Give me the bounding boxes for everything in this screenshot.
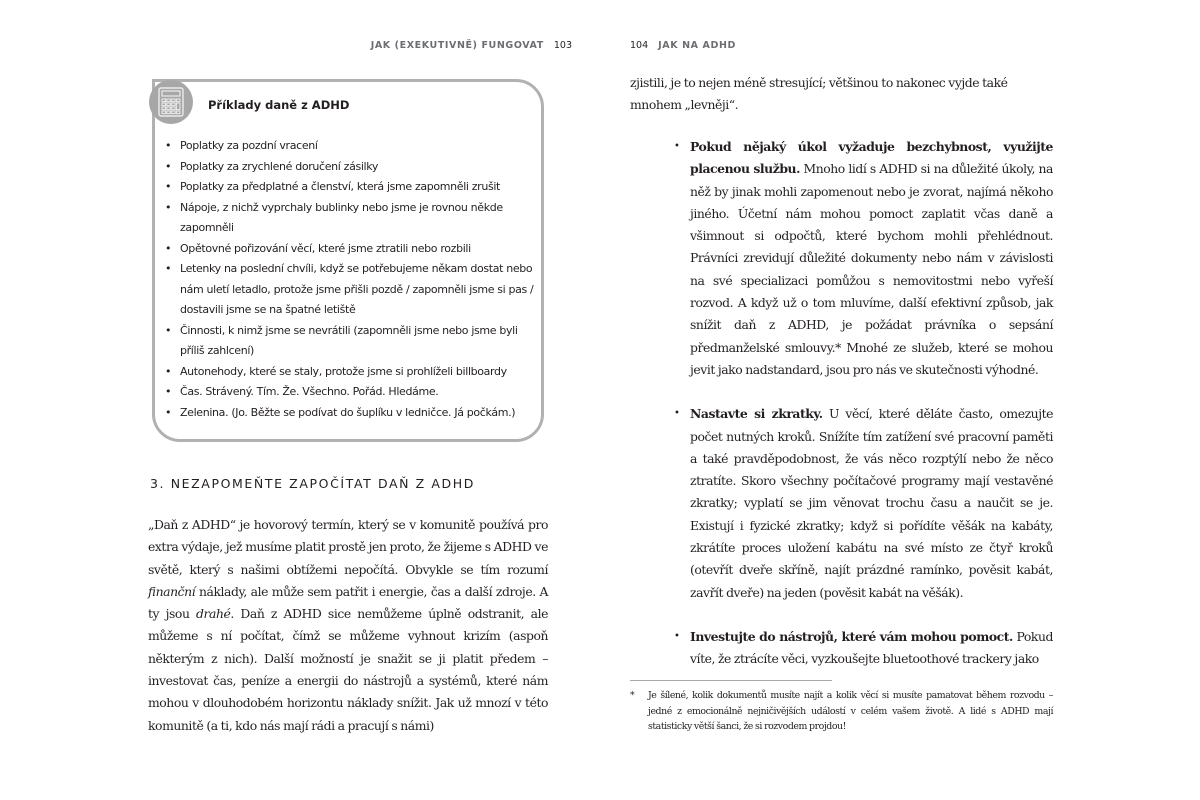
footnote-divider (630, 680, 832, 681)
body-text-segment: . Daň z ADHD sice nemůžeme úplně odstranit, ale můžeme s ní počítat, čímž se můžeme vyhnout krizím (aspoň některým z nich). Další možností je snažit se ji platit předem – investovat čas, peníze a energii do nástrojů a systémů, které nám mohou v dlouhodobém horizontu náklady snížit. Jak už mnozí v této komunitě (a ti, kdo nás mají rádi a pracují s námi) (148, 606, 548, 733)
emphasis-text: drahé (196, 606, 231, 622)
tip-text: U věcí, které děláte často, omezujte počet nutných kroků. Snížíte tím zatížení své pracovní paměti a také pravděpodobnost, že vás něco rozptýlí nebo že něco ztratíte. Skoro všechny počítačové programy mají vestavěné zkratky; vyplatí se jim věnovat trochu času a naučit se je. Existují i fyzické zkratky; když si pořídíte věšák na kabáty, zkrátíte proces uložení kabátu na své místo ze čtyř kroků (otevřít dveře skříně, najít prázdné ramínko, pověsit kabát, zavřít dveře) na jeden (pověsit kabát na věšák). (690, 406, 1054, 600)
footnote-text: Je šílené, kolik dokumentů musíte najít a kolik věcí si musíte pamatovat během rozvodu – jedné z emocionálně nejničivějších událostí v celém vašem životě. A lidé s ADHD mají statisticky větší šanci, že si rozvodem projdou! (648, 690, 1053, 733)
footnote (630, 688, 1053, 735)
list-item: • Činnosti, k nimž jsme se nevrátili (zapomněli jsme nebo jsme byli příliš zahlcení) (165, 321, 535, 362)
tip-text: Pokud víte, že ztrácíte věci, vyzkoušejte bluetoothové trackery jako (690, 628, 1053, 667)
bullet-icon: • (674, 141, 680, 152)
right-page (628, 0, 1053, 800)
running-head-title: JAK (EXEKUTIVNĚ) FUNGOVAT (370, 40, 544, 51)
running-head-left (371, 40, 572, 51)
list-item: • Letenky na poslední chvíli, když se potřebujeme někam dostat nebo nám uletí letadlo, protože jsme přišli pozdě / zapomněli jsme si pas / dostavili jsme se na špatné letiště (165, 259, 535, 321)
calculator-icon (149, 80, 193, 124)
footnote-marker: * (630, 690, 635, 701)
page-number: 103 (553, 40, 572, 51)
list-item: • Čas. Strávený. Tím. Že. Všechno. Pořád. Hledáme. (165, 382, 535, 403)
callout-box (152, 79, 544, 442)
list-item: • Poplatky za předplatné a členství, která jsme zapomněli zrušit (165, 177, 535, 198)
tip-heading: Investujte do nástrojů, které vám mohou pomoct. (690, 628, 1013, 644)
intro-paragraph: zjistili, je to nejen méně stresující; většinou to nakonec vyjde také mnohem „levněji“. (630, 75, 1008, 113)
list-item: • Zelenina. (Jo. Běžte se podívat do šuplíku v ledničce. Já počkám.) (165, 403, 535, 424)
tip-text: Mnoho lidí s ADHD si na důležité úkoly, na něž by jinak mohli zapomenout nebo je zvorat, najímá někoho jiného. Účetní nám mohou pomoct zaplatit včas daně a všimnout si odpočtů, které bychom mohli přehlédnout. Právníci zrevidují důležité dokumenty nebo nám v závislosti na své specializaci pomůžou s nemovitostmi nebo vyřeší rozvod. A když už o tom mluvíme, další efektivní způsob, jak snížit daň z ADHD, je požádat právníka o sepsání předmanželské smlouvy.* Mnohé ze služeb, které se mohou jevit jako nadstandard, jsou pro nás ve skutečnosti výhodné. (690, 161, 1053, 377)
left-page (148, 0, 572, 800)
callout-list (165, 136, 535, 423)
bullet-icon: • (674, 630, 680, 642)
emphasis-text: finanční (148, 583, 196, 599)
list-item: • Poplatky za zrychlené doručení zásilky (165, 157, 535, 178)
list-item: • Autonehody, které se staly, protože jsme si prohlíželi billboardy (165, 362, 535, 383)
page-number: 104 (630, 40, 649, 51)
tip-item (628, 626, 1053, 671)
body-text-segment: náklady, ale může sem patřit i energie, čas a další zdroje. A ty jsou (148, 583, 548, 622)
callout-title: Příklady daně z ADHD (208, 98, 350, 112)
section-heading: 3. NEZAPOMEŇTE ZAPOČÍTAT DAŇ Z ADHD (150, 476, 475, 491)
list-item: • Opětovné pořizování věcí, které jsme ztratili nebo rozbili (165, 239, 535, 260)
list-item: • Poplatky za pozdní vracení (165, 136, 535, 157)
running-head-right (630, 40, 736, 51)
tip-heading: Nastavte si zkratky. (690, 406, 823, 422)
list-item: • Nápoje, z nichž vyprchaly bublinky nebo jsme je rovnou někde zapomněli (165, 198, 535, 239)
running-head-title: JAK NA ADHD (658, 40, 736, 51)
tip-heading: Pokud nějaký úkol vyžaduje bezchybnost, využijte placenou službu. (690, 139, 1053, 177)
tips-list (628, 136, 1053, 693)
body-text-segment: „Daň z ADHD“ je hovorový termín, který se v komunitě používá pro extra výdaje, jež musíme platit prostě jen proto, že žijeme s ADHD ve světě, který s našimi obtížemi nepočítá. Obvykle se tím rozumí (148, 517, 548, 577)
tip-item (628, 136, 1053, 381)
body-paragraph (148, 514, 548, 737)
bullet-icon: • (674, 408, 680, 420)
tip-item (628, 403, 1053, 604)
